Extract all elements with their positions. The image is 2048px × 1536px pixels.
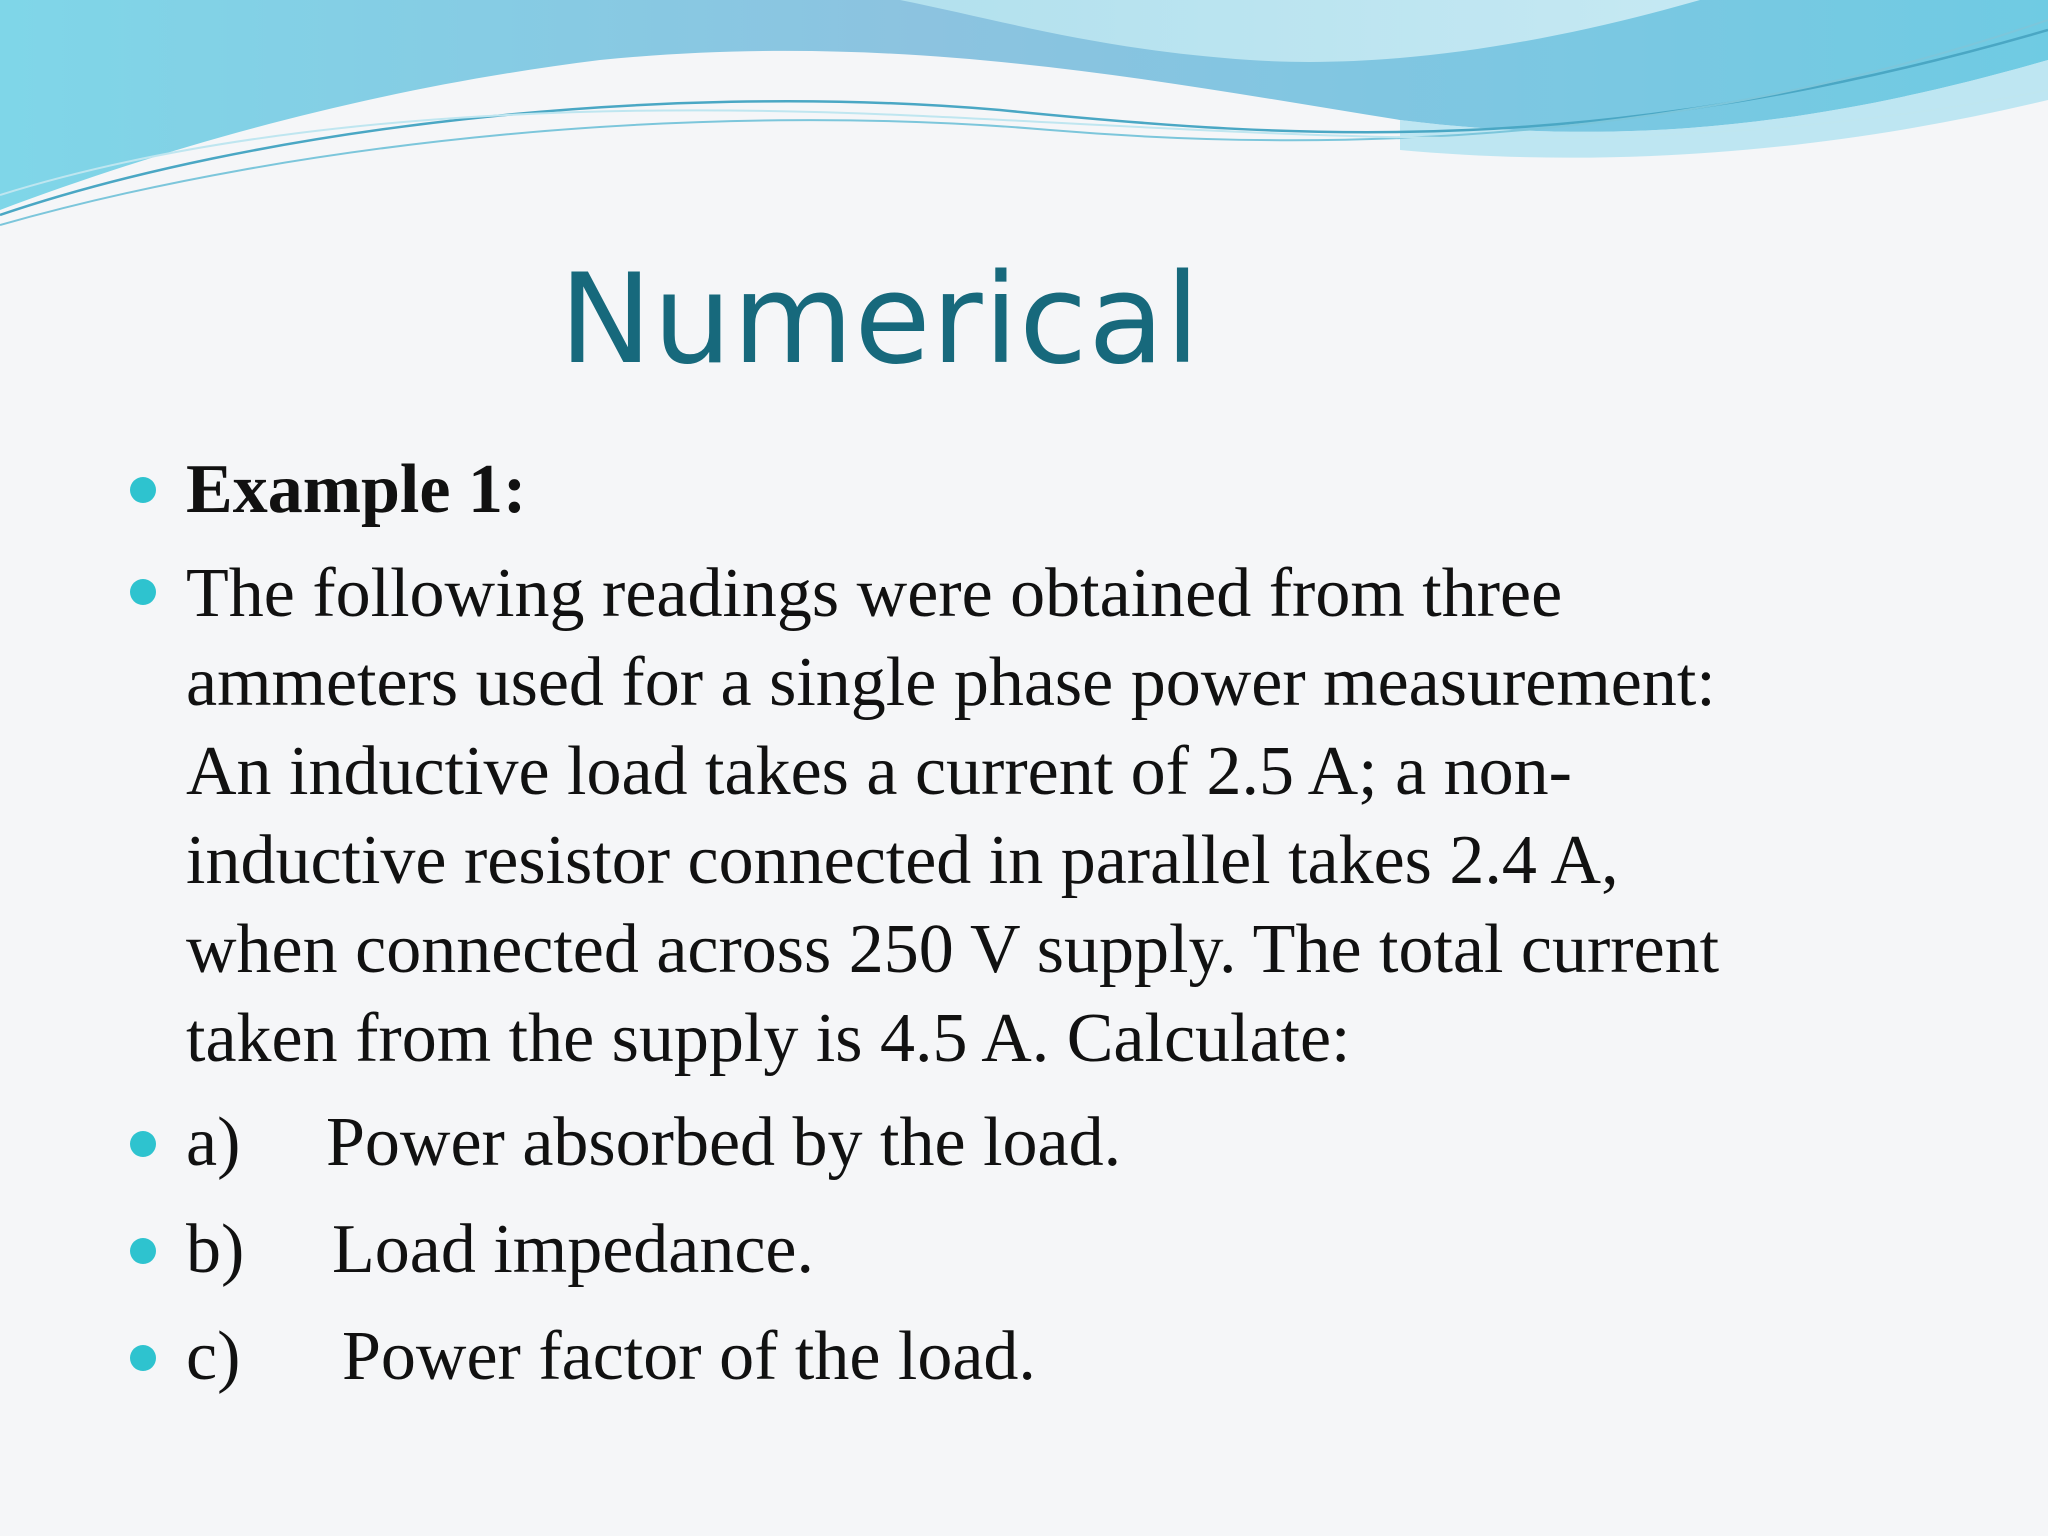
problem-line: when connected across 250 V supply. The total current [186,911,1720,988]
slide-body [130,445,2010,1418]
slide-title: Numerical [559,248,1201,392]
problem-line: inductive resistor connected in parallel takes 2.4 A, [186,822,1619,899]
problem-line: The following readings were obtained from three [186,555,1563,632]
question-a [130,1097,2010,1189]
problem-line: An inductive load takes a current of 2.5 A; a non- [186,733,1572,810]
question-marker: c) [186,1318,241,1395]
bullet-icon [130,1238,156,1264]
example-heading-text: Example 1: [186,451,527,528]
question-b [130,1204,2010,1296]
wave-header-decoration [0,0,2048,240]
bullet-icon [130,1131,156,1157]
question-text: Power factor of the load. [342,1318,1036,1395]
question-text: Load impedance. [332,1211,815,1288]
bullet-icon [130,579,156,605]
problem-line: ammeters used for a single phase power measurement: [186,644,1716,721]
problem-line: taken from the supply is 4.5 A. Calculate: [186,1000,1351,1077]
problem-statement [130,549,2010,1083]
bullet-icon [130,1345,156,1371]
example-heading [130,445,2010,535]
question-text: Power absorbed by the load. [326,1104,1122,1181]
question-c [130,1311,2010,1403]
question-marker: b) [186,1211,245,1288]
bullet-icon [130,477,156,503]
question-marker: a) [186,1104,241,1181]
